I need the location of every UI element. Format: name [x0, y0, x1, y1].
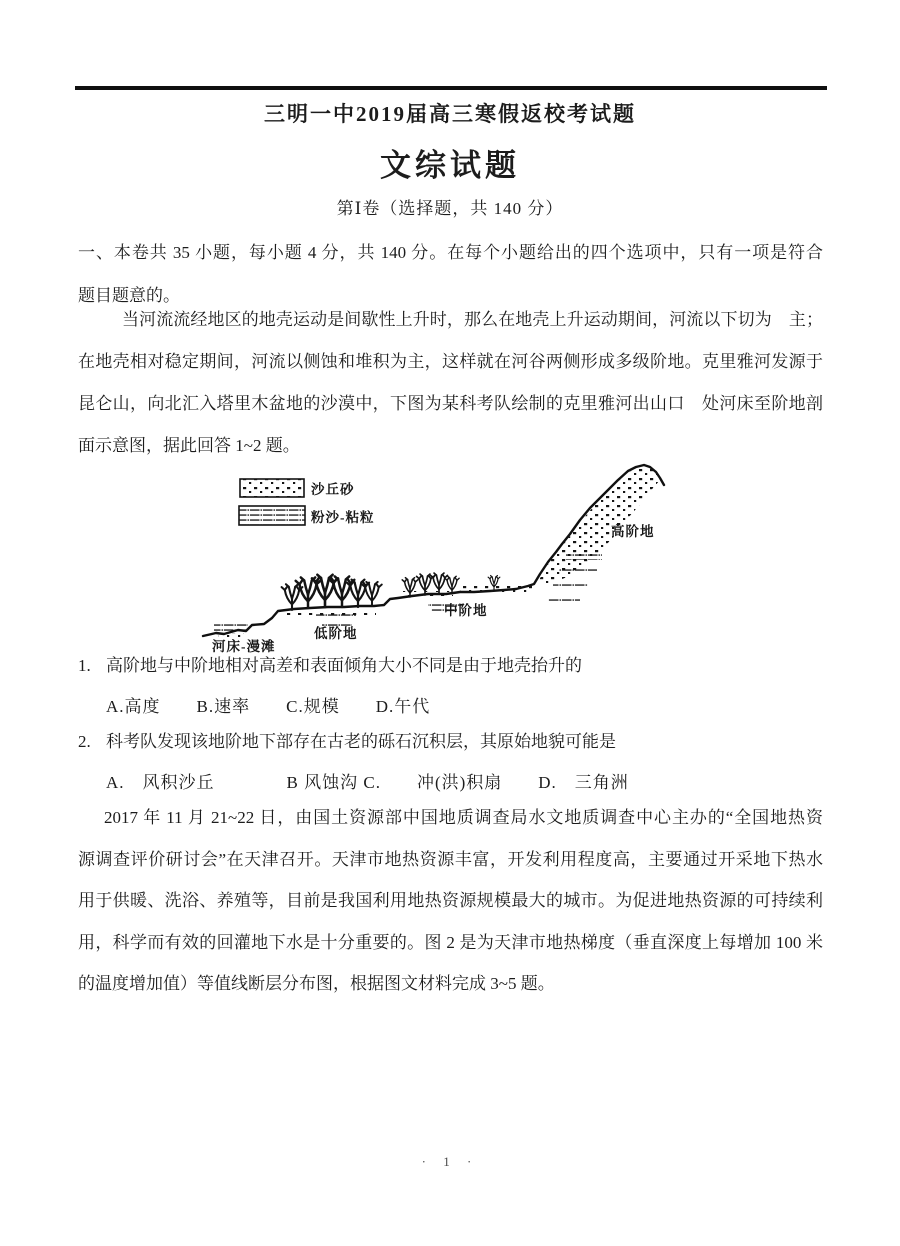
high-terrace-label: 高阶地 [611, 524, 655, 539]
silt-pattern [553, 582, 588, 588]
terrace-cross-section-figure [198, 458, 708, 658]
silt-pattern [548, 596, 580, 602]
exam-title: 文综试题 [380, 148, 520, 183]
instructions-line: 题目题意的。 [78, 286, 180, 305]
riverbed-label: 河床-漫滩 [212, 639, 276, 654]
question-text: 科考队发现该地阶地下部存在古老的砾石沉积层，其原始地貌可能是 [106, 732, 616, 751]
header-rule [75, 86, 827, 90]
passage-line: 用于供暖、洗浴、养殖等，目前是我国利用地热资源规模最大的城市。为促进地热资源的可持续利 [78, 891, 823, 910]
question-1 [78, 653, 823, 719]
question-options: A.高度 B.速率 C.规模 D.午代 [106, 697, 431, 716]
passage-geothermal [78, 797, 823, 1005]
middle-terrace-label: 中阶地 [444, 603, 488, 618]
low-terrace-label: 低阶地 [314, 626, 358, 641]
silt-pattern [566, 554, 602, 560]
silt-pattern [559, 568, 597, 574]
school-title: 三明一中2019届高三寒假返校考试题 [264, 102, 636, 126]
legend-label-dune-sand: 沙丘砂 [311, 482, 355, 497]
sand-pattern-low-terrace [286, 611, 376, 615]
question-number: 2. [78, 732, 91, 751]
sand-pattern-riverbed [218, 633, 244, 638]
passage-line: 用，科学而有效的回灌地下水是十分重要的。图 2 是为天津市地热梯度（垂直深度上每增加 100 米 [78, 932, 823, 952]
passage-line: 源调查评价研讨会”在天津召开。天津市地热资源丰富，开发利用程度高，主要通过开采地下热水 [78, 849, 823, 869]
passage-line: 面示意图，据此回答 1~2 题。 [78, 436, 300, 455]
passage-line: 当河流流经地区的地壳运动是间歇性上升时，那么在地壳上升运动期间，河流以下切为 主； [122, 310, 823, 329]
passage-line: 昆仑山，向北汇入塔里木盆地的沙漠中，下图为某科考队绘制的克里雅河出山口 处河床至阶地剖 [78, 394, 823, 413]
passage-line: 在地壳相对稳定期间，河流以侧蚀和堆积为主，这样就在河谷两侧形成多级阶地。克里雅河发源于 [78, 352, 823, 371]
terrace-diagram [198, 458, 708, 658]
sand-pattern-mid-terrace [460, 585, 532, 592]
passage-line: 的温度增加值）等值线断层分布图，根据图文材料完成 3~5 题。 [78, 974, 555, 993]
question-text: 高阶地与中阶地相对高差和表面倾角大小不同是由于地壳抬升的 [106, 656, 582, 675]
legend-swatch-dune-sand [240, 479, 304, 497]
section-title: 第Ⅰ卷（选择题，共 140 分） [336, 199, 564, 218]
question-2 [78, 729, 823, 795]
passage-line: 2017 年 11 月 21~22 日，由国土资源部中国地质调查局水文地质调查中心主办的“全国地热资 [104, 808, 823, 827]
instructions-line: 一、本卷共 35 小题，每小题 4 分，共 140 分。在每个小题给出的四个选项中，只有一项是符合 [78, 243, 823, 262]
legend-swatch-silt-clay [239, 506, 305, 525]
question-number: 1. [78, 656, 91, 675]
legend-label-silt-clay: 粉沙-粘粒 [311, 510, 375, 525]
question-options: A. 风积沙丘 B 风蚀沟 C. 冲(洪)积扇 D. 三角洲 [106, 773, 629, 792]
silt-pattern-riverbed [214, 624, 248, 632]
passage-river-terraces [78, 299, 823, 467]
page-number: · 1 · [421, 1154, 479, 1169]
